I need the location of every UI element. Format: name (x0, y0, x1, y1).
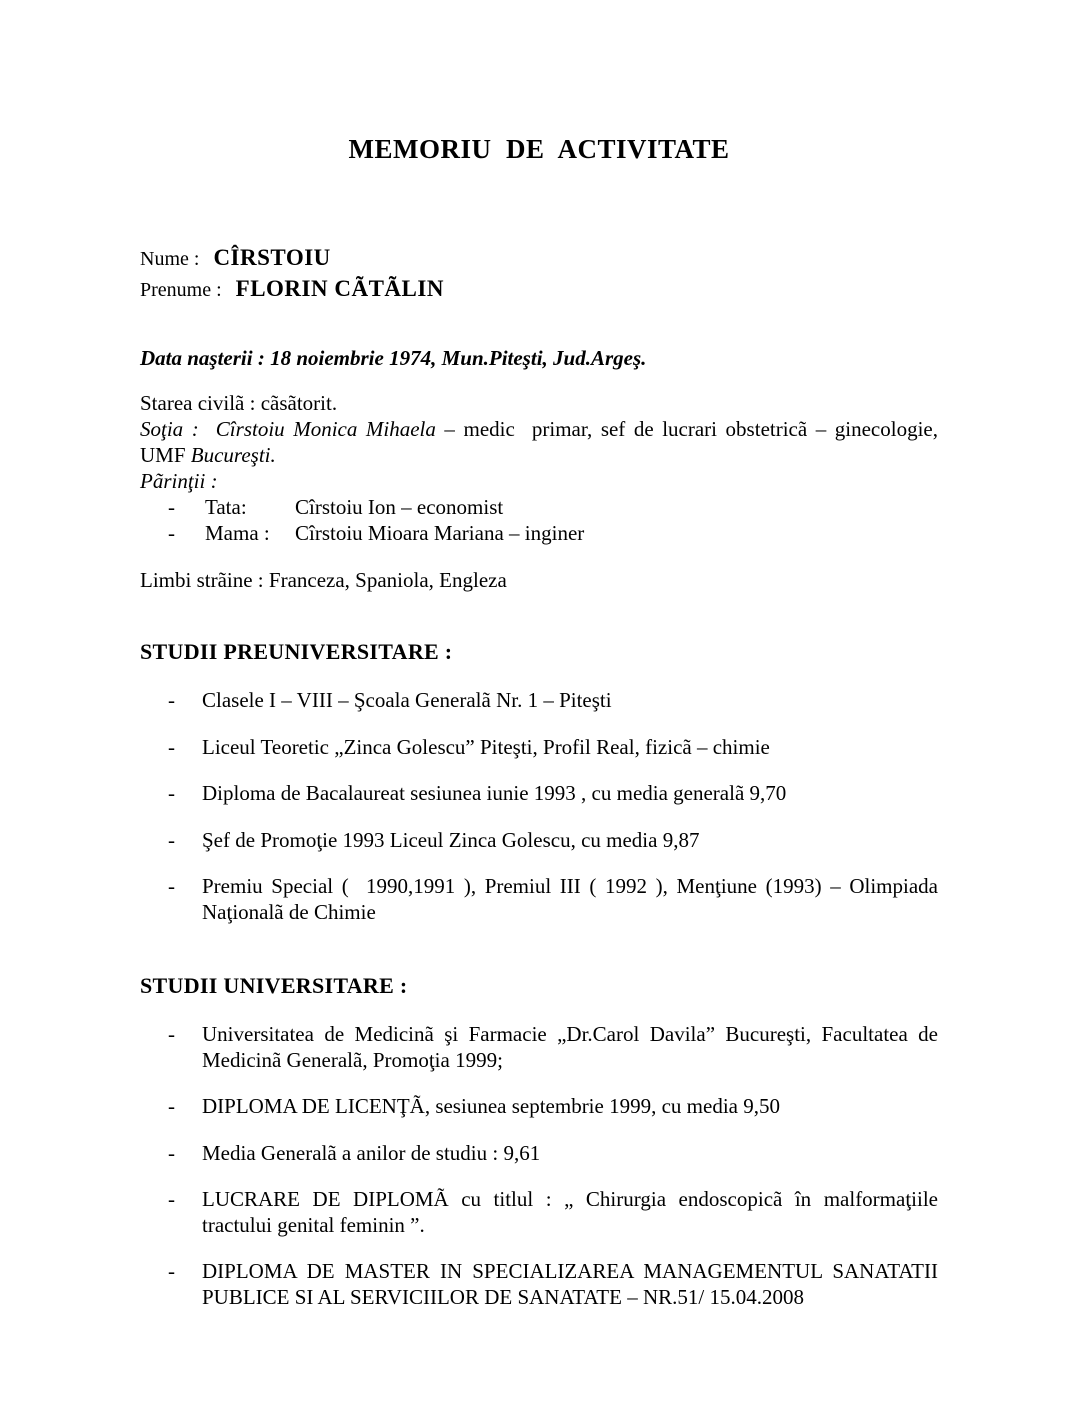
bullet-dash: - (168, 688, 175, 712)
list-item-text: Clasele I – VIII – Şcoala Generalã Nr. 1 – Piteşti (202, 688, 612, 712)
surname-line (140, 243, 938, 274)
list-item-text: Liceul Teoretic „Zinca Golescu” Piteşti, Profil Real, fizicã – chimie (202, 734, 770, 759)
firstname-label: Prenume : (140, 279, 222, 301)
document-title: MEMORIU DE ACTIVITATE (348, 134, 730, 164)
bullet-dash: - (168, 1187, 175, 1211)
list-item (140, 1022, 944, 1073)
list-item (140, 688, 938, 714)
mother-value: Cîrstoiu Mioara Mariana – inginer (295, 521, 585, 545)
list-item (140, 1094, 938, 1120)
surname-label: Nume : (140, 248, 200, 270)
bullet-dash: - (168, 874, 175, 898)
list-item (140, 1141, 938, 1167)
spouse-name: Soţia : Cîrstoiu Monica Mihaela (140, 417, 436, 441)
list-item-text: LUCRARE DE DIPLOMÃ cu titlul : „ Chirurgia endoscopicã în malformaţiile tractului genital feminin ”. (202, 1187, 944, 1237)
bullet-dash: - (168, 734, 175, 759)
family-block (140, 390, 944, 546)
father-line (140, 494, 938, 520)
list-item-text: Universitatea de Medicinã şi Farmacie „Dr.Carol Davila” Bucureşti, Facultatea de Medicinã Generalã, Promoţia 1999; (202, 1022, 944, 1072)
bullet-dash: - (168, 1094, 175, 1118)
bullet-dash: - (168, 827, 175, 852)
bullet-dash: - (168, 1259, 175, 1283)
list-item (140, 781, 938, 807)
list-item-master-diploma (140, 1259, 944, 1310)
bullet-dash: - (168, 521, 175, 545)
firstname-line (140, 274, 938, 305)
list-item (140, 735, 938, 761)
identity-block (140, 243, 938, 305)
universitare-list (140, 1022, 944, 1310)
section-heading-preuniversitare: STUDII PREUNIVERSITARE : (140, 639, 453, 664)
list-item-text: Diploma de Bacalaureat sesiunea iunie 1993 , cu media generalã 9,70 (202, 781, 787, 805)
bullet-dash: - (168, 1022, 175, 1046)
bullet-dash: - (168, 1140, 175, 1165)
father-label: Tata: (205, 495, 247, 519)
list-item (140, 874, 944, 925)
spouse-description: – medic primar, sef de lucrari obstetricã – ginecologie, (435, 417, 944, 441)
mother-label: Mama : (205, 521, 270, 545)
list-item-text: Şef de Promoţie 1993 Liceul Zinca Golescu, cu media 9,87 (202, 827, 700, 852)
father-value: Cîrstoiu Ion – economist (295, 495, 504, 519)
parents-label: Pãrinţii : (140, 469, 218, 493)
bullet-dash: - (168, 781, 175, 805)
mother-line (140, 520, 938, 546)
firstname-value: FLORIN CÃTÃLIN (235, 276, 444, 301)
surname-value: CÎRSTOIU (213, 245, 331, 270)
list-item-text: Media Generalã a anilor de studiu : 9,61 (202, 1140, 541, 1165)
spouse-univ: UMF (140, 443, 191, 467)
list-item (140, 1187, 944, 1238)
birth-date-line: Data naşterii : 18 noiembrie 1974, Mun.Piteşti, Jud.Argeş. (140, 346, 647, 370)
list-item (140, 828, 938, 854)
spouse-univ-city: Bucureşti. (190, 443, 276, 467)
spouse-line (140, 416, 944, 468)
languages-line: Limbi strãine : Franceza, Spaniola, Engleza (140, 568, 507, 592)
bullet-dash: - (168, 495, 175, 519)
section-heading-universitare: STUDII UNIVERSITARE : (140, 973, 408, 998)
marital-status-line: Starea civilã : cãsãtorit. (140, 391, 338, 415)
list-item-text: DIPLOMA DE LICENŢÃ, sesiunea septembrie 1999, cu media 9,50 (202, 1094, 780, 1118)
list-item-text: DIPLOMA DE MASTER IN SPECIALIZAREA MANAGEMENTUL SANATATII PUBLICE SI AL SERVICIILOR DE SANATATE – NR.51/ 15.04.2008 (202, 1259, 944, 1309)
preuniversitare-list (140, 688, 944, 925)
list-item-text: Premiu Special ( 1990,1991 ), Premiul III ( 1992 ), Menţiune (1993) – Olimpiada Naţionalã de Chimie (202, 874, 944, 924)
